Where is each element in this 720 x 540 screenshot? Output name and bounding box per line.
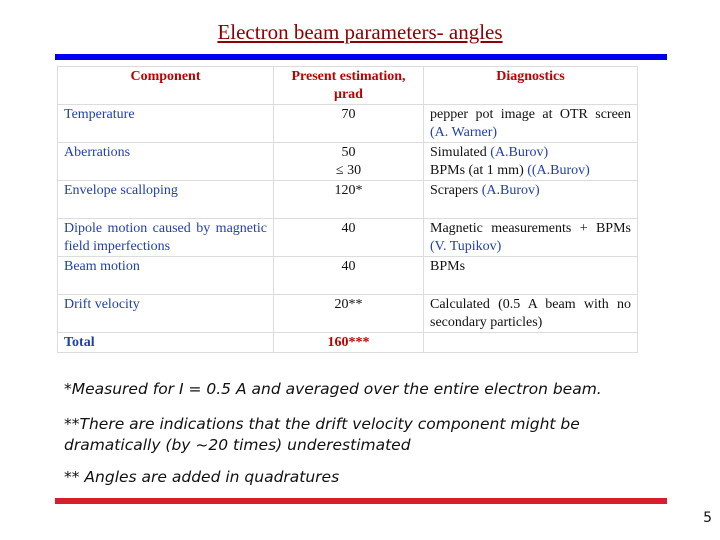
diagnostics-author: (A.Burov)	[481, 183, 540, 198]
diagnostics-cell	[424, 143, 638, 181]
parameters-table	[57, 66, 638, 353]
component-cell: Aberrations	[58, 143, 274, 181]
table-row-total	[58, 333, 638, 353]
diagnostics-text-2: BPMs (at 1 mm)	[430, 163, 528, 178]
top-divider-bar	[55, 54, 667, 60]
component-cell: Total	[58, 333, 274, 353]
table-row	[58, 181, 638, 219]
diagnostics-cell	[424, 219, 638, 257]
value-cell: 70	[274, 105, 424, 143]
component-cell: Envelope scalloping	[58, 181, 274, 219]
diagnostics-cell	[424, 333, 638, 353]
diagnostics-cell	[424, 105, 638, 143]
diagnostics-cell	[424, 181, 638, 219]
table-row	[58, 257, 638, 295]
footnote-quadratures: ** Angles are added in quadratures	[64, 468, 340, 486]
value-cell: 40	[274, 257, 424, 295]
component-cell: Dipole motion caused by magnetic field imperfections	[58, 219, 274, 257]
component-cell: Drift velocity	[58, 295, 274, 333]
table-row	[58, 105, 638, 143]
diagnostics-text: BPMs	[430, 259, 466, 274]
value-cell: 20**	[274, 295, 424, 333]
header-component: Component	[58, 67, 274, 105]
parameters-table-container	[57, 66, 637, 352]
table-header-row	[58, 67, 638, 105]
value-cell: 40	[274, 219, 424, 257]
diagnostics-author: (V. Tupikov)	[430, 239, 502, 254]
value-cell: 160***	[274, 333, 424, 353]
diagnostics-text: Scrapers	[430, 183, 482, 198]
table-row	[58, 219, 638, 257]
component-cell: Beam motion	[58, 257, 274, 295]
page-number: 5	[703, 510, 712, 526]
diagnostics-author-2: ((A.Burov)	[527, 163, 590, 178]
table-row	[58, 295, 638, 333]
slide-title: Electron beam parameters- angles	[217, 20, 503, 44]
diagnostics-cell	[424, 257, 638, 295]
bottom-divider-bar	[55, 498, 667, 504]
value-cell: 120*	[274, 181, 424, 219]
footnote-measured: *Measured for I = 0.5 A and averaged over the entire electron beam.	[64, 380, 602, 398]
diagnostics-author: (A. Warner)	[430, 125, 498, 140]
value-cell: 50 ≤ 30	[274, 143, 424, 181]
header-estimation: Present estimation, μrad	[274, 67, 424, 105]
footnote-drift-velocity: **There are indications that the drift velocity component might be dramatically (by ~20 times) underestimated	[64, 415, 580, 454]
table-row	[58, 143, 638, 181]
diagnostics-text: Calculated (0.5 A beam with no secondary particles)	[430, 297, 631, 330]
diagnostics-author: (A.Burov)	[490, 145, 549, 160]
diagnostics-text: Magnetic measurements + BPMs	[430, 221, 631, 236]
diagnostics-text: pepper pot image at OTR screen	[430, 107, 631, 122]
component-cell: Temperature	[58, 105, 274, 143]
diagnostics-cell	[424, 295, 638, 333]
diagnostics-text: Simulated	[430, 145, 491, 160]
header-diagnostics: Diagnostics	[424, 67, 638, 105]
